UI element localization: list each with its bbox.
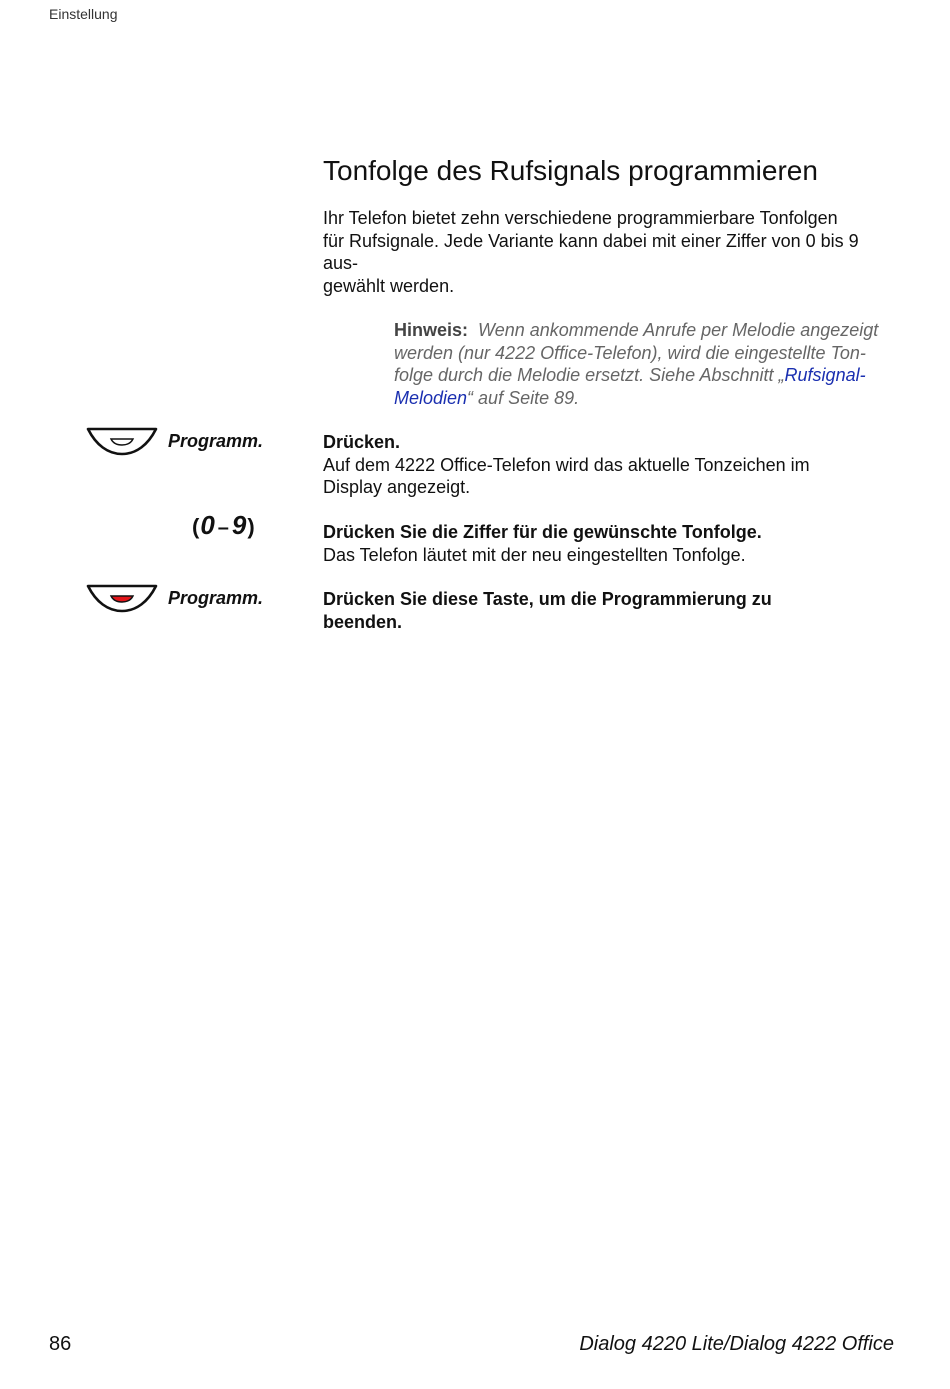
- page-number: 86: [49, 1333, 72, 1355]
- step-detail: Auf dem 4222 Office-Telefon wird das aktuelle Tonzeichen im: [323, 454, 810, 475]
- digit-key-from: 0: [200, 510, 216, 540]
- step-instruction: Drücken Sie die Ziffer für die gewünschte Tonfolge.: [323, 522, 762, 542]
- intro-line: Ihr Telefon bietet zehn verschiedene programmierbare Tonfolgen: [323, 208, 838, 228]
- note-label: Hinweis:: [394, 320, 469, 340]
- step-instruction: Drücken.: [323, 432, 401, 452]
- intro-line: aus-: [323, 253, 359, 273]
- note-box: [394, 319, 899, 409]
- note-text: “ auf Seite 89.: [467, 387, 580, 408]
- note-text: folge durch die Melodie ersetzt. Siehe Abschnitt „: [394, 365, 785, 385]
- step-3: [323, 588, 903, 633]
- intro-paragraph: [323, 207, 903, 297]
- step-detail: Display angezeigt.: [323, 477, 471, 497]
- step-instruction: Drücken Sie diese Taste, um die Programmierung zu: [323, 589, 772, 609]
- section-label: Einstellung: [49, 6, 118, 22]
- note-text: Wenn ankommende Anrufe per Melodie angezeigt: [478, 320, 879, 340]
- digit-range-keys: (0 –9): [192, 510, 256, 540]
- intro-line: gewählt werden.: [323, 275, 455, 296]
- step-detail: Das Telefon läutet mit der neu eingestellten Tonfolge.: [323, 544, 746, 565]
- step-2: [323, 521, 903, 566]
- program-key-icon: [86, 427, 158, 456]
- program-key-lit-icon: [86, 584, 158, 613]
- cross-reference-link[interactable]: Melodien: [394, 387, 468, 408]
- cross-reference-link[interactable]: Rufsignal-: [784, 365, 866, 385]
- page-title: Tonfolge des Rufsignals programmieren: [323, 155, 818, 186]
- note-text: werden (nur 4222 Office-Telefon), wird die eingestellte Ton-: [394, 342, 866, 363]
- step-instruction: beenden.: [323, 611, 403, 632]
- key-label-programm: Programm.: [168, 431, 264, 451]
- step-1: [323, 431, 903, 499]
- digit-key-to: 9: [231, 510, 248, 540]
- key-label-programm: Programm.: [168, 588, 264, 608]
- footer-document-title: Dialog 4220 Lite/Dialog 4222 Office: [579, 1333, 894, 1355]
- intro-line: für Rufsignale. Jede Variante kann dabei mit einer Ziffer von 0 bis 9: [323, 230, 859, 251]
